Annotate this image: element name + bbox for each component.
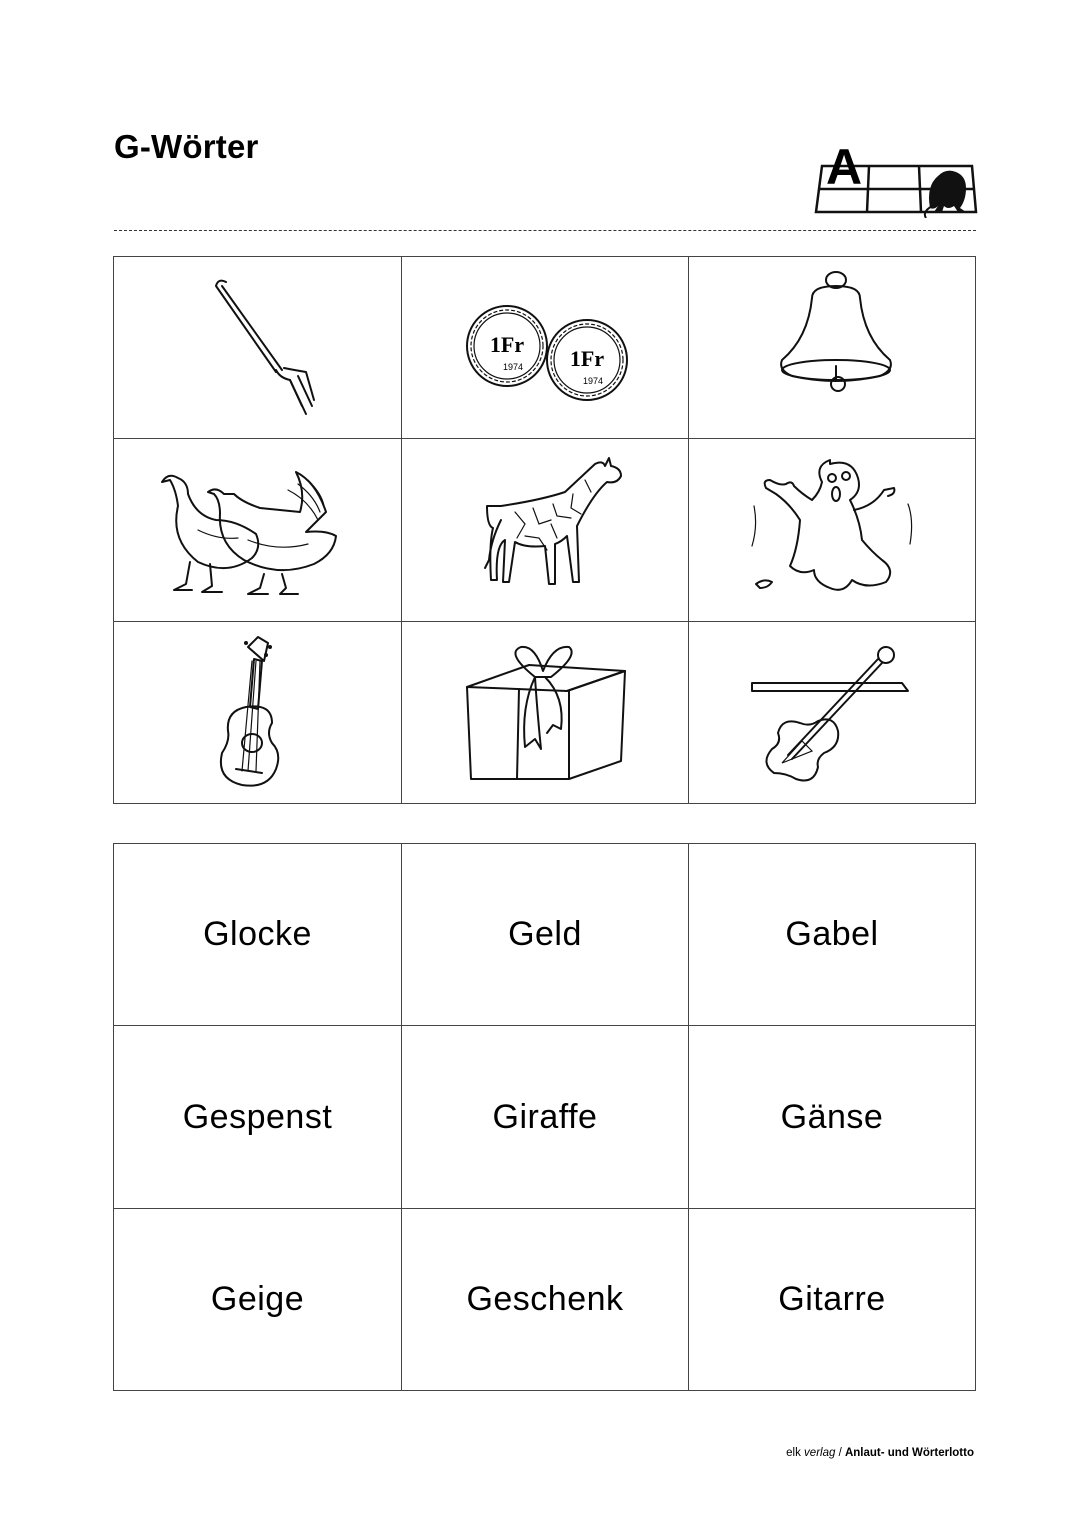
word-label: Gabel: [785, 915, 879, 953]
guitar-icon: [138, 633, 378, 793]
ghost-icon: [712, 450, 952, 610]
word-label: Geige: [210, 1280, 305, 1318]
word-grid: [113, 843, 976, 1391]
footer-separator: /: [835, 1447, 845, 1459]
picture-card-ghost: [689, 439, 976, 622]
bell-icon: [712, 268, 952, 428]
word-card: [689, 844, 976, 1026]
word-label: Gänse: [780, 1097, 884, 1136]
word-label: Geschenk: [466, 1280, 624, 1318]
footer-credit: [786, 1447, 974, 1459]
picture-card-violin: [689, 622, 976, 804]
word-card: [689, 1209, 976, 1391]
picture-card-giraffe: [402, 439, 689, 622]
word-label: Gespenst: [182, 1097, 333, 1136]
footer-publisher-suffix: verlag: [804, 1447, 836, 1459]
picture-card-coins: [402, 257, 689, 439]
svg-text:1Fr: 1Fr: [489, 331, 525, 357]
word-card: [114, 1209, 402, 1391]
lotto-logo-icon: [812, 132, 982, 218]
word-card: [402, 1026, 689, 1209]
word-label: Gitarre: [778, 1280, 886, 1318]
svg-text:1974: 1974: [582, 375, 604, 386]
geese-icon: [138, 450, 378, 610]
word-card: [114, 1026, 402, 1209]
fork-icon: [138, 268, 378, 428]
picture-card-guitar: [114, 622, 402, 804]
giraffe-icon: [425, 450, 665, 610]
word-label: Glocke: [203, 915, 312, 953]
word-card: [114, 844, 402, 1026]
picture-card-fork: [114, 257, 402, 439]
svg-text:1974: 1974: [502, 361, 524, 372]
footer-publisher: elk: [786, 1447, 801, 1459]
page-title: G-Wörter: [114, 128, 259, 165]
svg-text:1Fr: 1Fr: [569, 345, 605, 371]
violin-icon: [712, 633, 952, 793]
word-card: [402, 844, 689, 1026]
picture-grid: [113, 256, 976, 804]
gift-icon: [425, 633, 665, 793]
word-card: [689, 1026, 976, 1209]
footer-series: Anlaut- und Wörterlotto: [844, 1447, 974, 1459]
header-divider: [114, 230, 976, 231]
logo-letter: A: [826, 139, 863, 195]
picture-card-gift: [402, 622, 689, 804]
picture-card-bell: [689, 257, 976, 439]
word-label: Giraffe: [492, 1097, 598, 1136]
word-card: [402, 1209, 689, 1391]
coins-icon: [425, 268, 665, 428]
word-label: Geld: [508, 915, 582, 953]
picture-card-geese: [114, 439, 402, 622]
